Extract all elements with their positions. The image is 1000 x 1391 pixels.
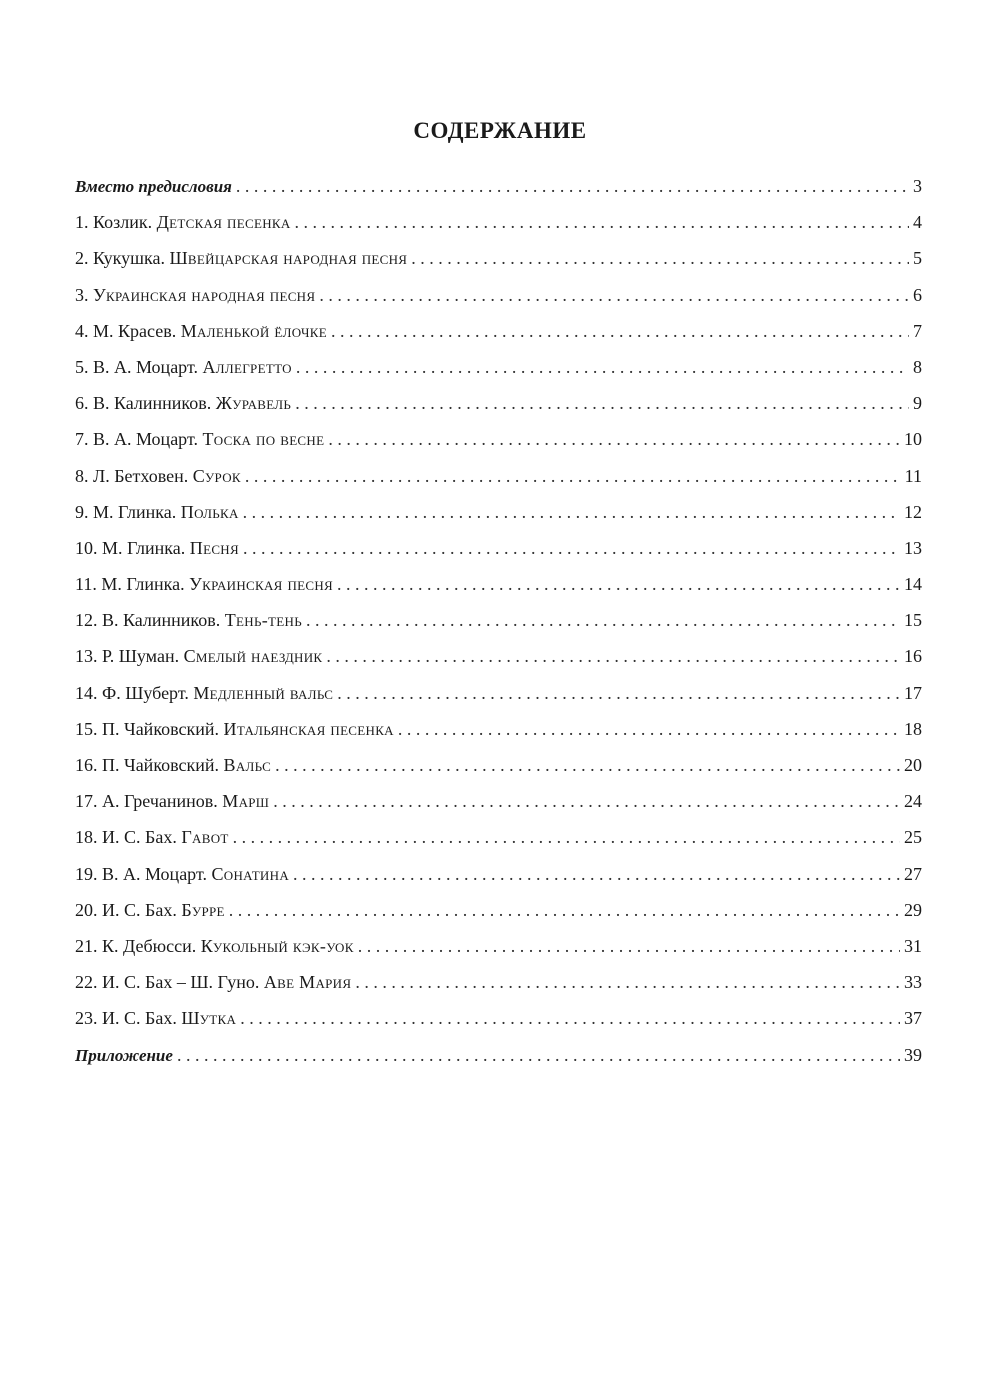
- toc-entry: [75, 896, 922, 932]
- toc-entry-label: [75, 208, 295, 236]
- toc-entry-author: 11. М. Глинка.: [75, 574, 185, 595]
- toc-entry-work: Аллегретто: [202, 356, 292, 377]
- toc-entry-label: [75, 679, 337, 707]
- toc-entry: [75, 570, 922, 606]
- toc-entry-label: [75, 244, 411, 272]
- toc-entry-work: Бурре: [181, 899, 225, 920]
- toc-entry: [75, 932, 922, 968]
- toc-entry-label: [75, 353, 296, 381]
- toc-entry-label: [75, 389, 295, 417]
- toc-entry-author: 1. Козлик.: [75, 212, 153, 233]
- toc-entry-label: [75, 173, 236, 201]
- toc-entry-work: Кукольный кэк-уок: [200, 935, 354, 956]
- toc-entry-author: 9. М. Глинка.: [75, 501, 177, 522]
- toc-entry-work: Украинская песня: [189, 574, 334, 595]
- toc-entry-page-number: 17: [904, 682, 922, 703]
- toc-entry-label: [75, 787, 273, 815]
- toc-entry-label: [75, 281, 319, 309]
- toc-entry-work: Полька: [180, 501, 239, 522]
- toc-entry: [75, 389, 922, 425]
- toc-entry-author: 10. М. Глинка.: [75, 537, 186, 558]
- toc-entry-work: Журавель: [215, 393, 292, 414]
- toc-entry-work: Вальс: [223, 755, 272, 775]
- dot-leader: [306, 606, 900, 634]
- dot-leader: [337, 679, 900, 707]
- toc-entry: [75, 281, 922, 317]
- toc-entry-page-number: 6: [913, 284, 922, 305]
- toc-entry-page-number: 4: [913, 212, 922, 233]
- toc-entry: [75, 715, 922, 751]
- toc-entry-author: 12. В. Калинников.: [75, 610, 221, 631]
- toc-entry-author: 5. В. А. Моцарт.: [75, 356, 198, 377]
- toc-entry-label: [75, 823, 233, 851]
- toc-entry: [75, 462, 922, 498]
- toc-entry: [75, 968, 922, 1004]
- dot-leader: [243, 534, 900, 562]
- toc-entry-label: [75, 498, 243, 526]
- dot-leader: [273, 787, 900, 815]
- toc-entry-work: Вместо предисловия: [75, 177, 232, 196]
- toc-entry-page-number: 14: [904, 574, 922, 595]
- toc-entry-page-number: 10: [904, 429, 922, 450]
- toc-entry-page-number: 37: [904, 1008, 922, 1029]
- toc-entry-author: 20. И. С. Бах.: [75, 899, 177, 920]
- toc-entry-work: Шутка: [181, 1008, 237, 1029]
- toc-entry-label: [75, 860, 293, 888]
- toc-entry-page-number: 8: [913, 356, 922, 377]
- toc-entry-label: [75, 606, 306, 634]
- toc-entry-page-number: 5: [913, 248, 922, 269]
- toc-entry-author: 2. Кукушка.: [75, 248, 165, 269]
- toc-entry-label: [75, 1004, 240, 1032]
- toc-entry: [75, 425, 922, 461]
- toc-entry-page-number: 20: [904, 755, 922, 775]
- toc-entry-page-number: 33: [904, 972, 922, 993]
- toc-entry-work: Тоска по весне: [202, 429, 325, 450]
- toc-entry-label: [75, 317, 331, 345]
- toc-entry-work: Тень-тень: [224, 610, 302, 631]
- toc-entry: [75, 823, 922, 859]
- toc-entry-page-number: 27: [904, 863, 922, 884]
- toc-entry: [75, 679, 922, 715]
- toc-entry-author: 17. А. Гречанинов.: [75, 791, 218, 812]
- toc-entry: [75, 860, 922, 896]
- toc-entry-author: 14. Ф. Шуберт.: [75, 682, 189, 703]
- toc-entry-work: Швейцарская народная песня: [169, 248, 408, 269]
- toc-entry-author: 8. Л. Бетховен.: [75, 465, 189, 486]
- toc-entry: [75, 606, 922, 642]
- toc-entry-page-number: 15: [904, 610, 922, 631]
- toc-entry-label: [75, 1042, 177, 1070]
- dot-leader: [177, 1041, 900, 1069]
- toc-entry: [75, 244, 922, 280]
- toc-entry-label: [75, 715, 398, 743]
- toc-entry-page-number: 12: [904, 501, 922, 522]
- toc-entry-author: 13. Р. Шуман.: [75, 646, 180, 667]
- dot-leader: [240, 1004, 900, 1032]
- toc-entry-work: Итальянская песенка: [223, 718, 394, 739]
- dot-leader: [398, 715, 900, 743]
- toc-entry-work: Аве Мария: [263, 972, 352, 993]
- toc-entry-work: Сурок: [192, 465, 241, 486]
- toc-entry-label: [75, 462, 245, 490]
- dot-leader: [243, 498, 900, 526]
- toc-entry: [75, 353, 922, 389]
- dot-leader: [358, 932, 900, 960]
- dot-leader: [319, 281, 909, 309]
- toc-entry-label: [75, 968, 355, 996]
- dot-leader: [236, 172, 909, 200]
- toc-entry-page-number: 18: [904, 718, 922, 739]
- dot-leader: [275, 751, 900, 779]
- dot-leader: [295, 389, 909, 417]
- dot-leader: [293, 860, 900, 888]
- toc-entry-page-number: 7: [913, 320, 922, 341]
- dot-leader: [328, 425, 900, 453]
- toc-entry: [75, 498, 922, 534]
- toc-entry-author: 4. М. Красев.: [75, 320, 177, 341]
- table-of-contents: [75, 172, 922, 1077]
- toc-entry-author: 23. И. С. Бах.: [75, 1008, 177, 1029]
- toc-entry-work: Марш: [222, 791, 270, 812]
- dot-leader: [233, 823, 900, 851]
- toc-entry-author: 15. П. Чайковский.: [75, 718, 220, 739]
- toc-entry: [75, 172, 922, 208]
- dot-leader: [331, 317, 909, 345]
- toc-entry-page-number: 16: [904, 646, 922, 667]
- toc-entry-label: [75, 896, 229, 924]
- toc-entry: [75, 1004, 922, 1040]
- toc-entry-work: Украинская народная песня: [93, 284, 316, 305]
- toc-entry-author: 7. В. А. Моцарт.: [75, 429, 198, 450]
- toc-entry-author: 16. П. Чайковский.: [75, 755, 220, 775]
- toc-entry-label: [75, 425, 328, 453]
- toc-entry-label: [75, 570, 337, 598]
- toc-entry-work: Смелый наездник: [183, 646, 323, 667]
- dot-leader: [355, 968, 900, 996]
- toc-entry-work: Гавот: [181, 827, 229, 848]
- toc-entry-author: 19. В. А. Моцарт.: [75, 863, 207, 884]
- toc-entry-author: 3.: [75, 284, 89, 305]
- dot-leader: [411, 244, 909, 272]
- dot-leader: [229, 896, 900, 924]
- toc-entry-label: [75, 932, 358, 960]
- toc-entry-work: Приложение: [75, 1045, 173, 1065]
- dot-leader: [326, 642, 900, 670]
- toc-entry-author: 22. И. С. Бах – Ш. Гуно.: [75, 972, 260, 993]
- toc-entry-work: Маленькой ёлочке: [180, 320, 328, 341]
- toc-entry-page-number: 31: [904, 935, 922, 956]
- toc-entry-work: Медленный вальс: [193, 682, 334, 703]
- toc-entry-page-number: 9: [913, 393, 922, 414]
- toc-entry-label: [75, 642, 326, 670]
- page-title: СОДЕРЖАНИЕ: [413, 118, 587, 143]
- toc-entry-author: 18. И. С. Бах.: [75, 827, 177, 848]
- dot-leader: [245, 462, 901, 490]
- dot-leader: [337, 570, 900, 598]
- toc-entry-work: Сонатина: [211, 863, 290, 884]
- toc-entry-page-number: 3: [913, 176, 922, 196]
- toc-entry-page-number: 29: [904, 899, 922, 920]
- toc-entry-page-number: 13: [904, 537, 922, 558]
- toc-entry: [75, 317, 922, 353]
- toc-entry: [75, 642, 922, 678]
- toc-entry-page-number: 11: [904, 465, 922, 486]
- toc-entry-page-number: 25: [904, 827, 922, 848]
- toc-entry: [75, 208, 922, 244]
- toc-entry: [75, 1041, 922, 1077]
- toc-entry: [75, 534, 922, 570]
- toc-entry-label: [75, 751, 275, 779]
- toc-entry-page-number: 39: [904, 1044, 922, 1065]
- toc-entry: [75, 751, 922, 787]
- toc-entry-author: 6. В. Калинников.: [75, 393, 212, 414]
- toc-entry-label: [75, 534, 243, 562]
- toc-entry-work: Детская песенка: [156, 212, 291, 233]
- toc-entry: [75, 787, 922, 823]
- dot-leader: [296, 353, 909, 381]
- toc-entry-page-number: 24: [904, 791, 922, 812]
- dot-leader: [295, 208, 909, 236]
- toc-entry-work: Песня: [189, 537, 239, 558]
- toc-entry-author: 21. К. Дебюсси.: [75, 935, 197, 956]
